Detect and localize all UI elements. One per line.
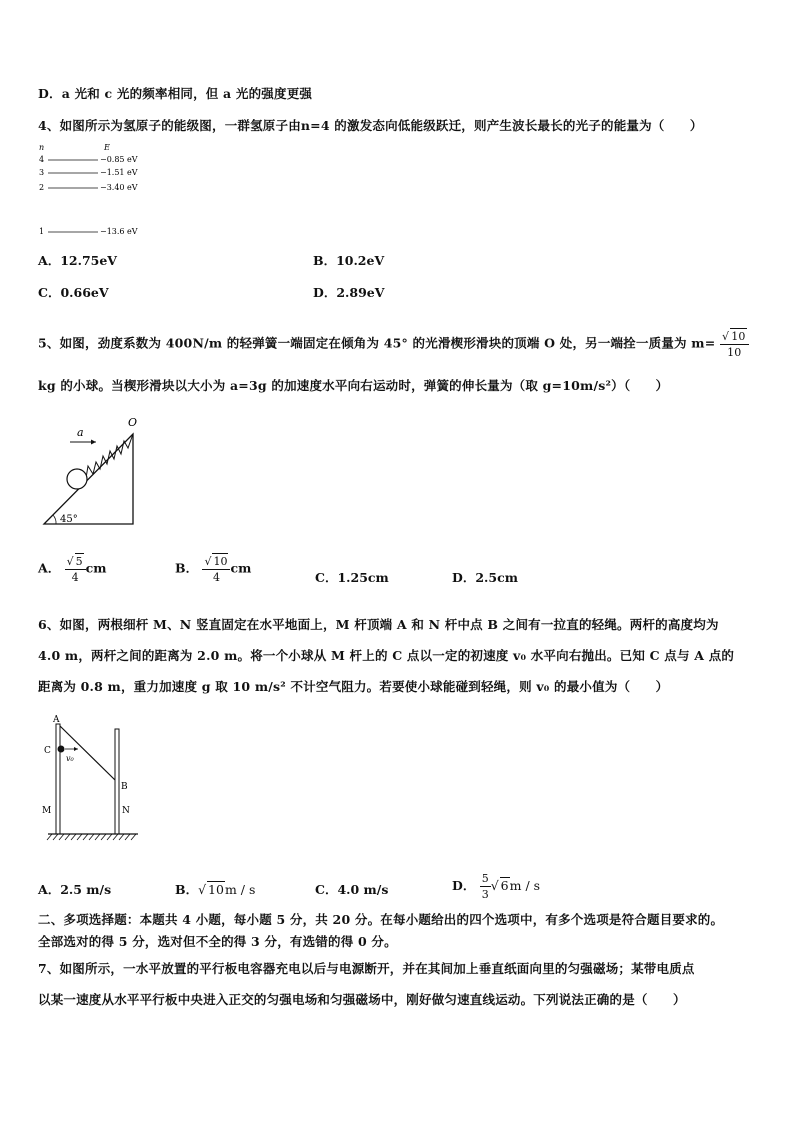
q5-option-a: A． $\frac{√ 5}{4}$ cm	[38, 555, 107, 584]
section2-heading-line2: 全部选对的得 5 分，选对但不全的得 3 分，有选错的得 0 分。	[38, 934, 397, 949]
angle-arc-icon	[53, 515, 56, 524]
level-n2-energy: −3.40 eV	[100, 183, 138, 192]
q5-mass-denominator: 10	[727, 346, 742, 359]
level-n2-label: 2	[39, 183, 45, 192]
q6-option-a: A．2.5 m/s	[38, 882, 112, 897]
q6-option-c: C．4.0 m/s	[315, 882, 389, 897]
point-a-label: A	[53, 715, 60, 725]
q4-option-b: B．10.2eV	[313, 253, 385, 268]
q7-stem-line2: 以某一速度从水平平行板中央进入正交的匀强电场和匀强磁场中，刚好做匀速直线运动。下列说法正确的是（ ）	[38, 992, 686, 1007]
level-n3-label: 3	[39, 168, 45, 177]
q3-option-d: D．a 光和 c 光的频率相同，但 a 光的强度更强	[38, 86, 313, 101]
q5-option-c: C．1.25cm	[315, 570, 389, 585]
v0-label: v₀	[66, 754, 74, 763]
q4-stem: 4、如图所示为氢原子的能级图，一群氢原子由n=4 的激发态向低能级跃迁，则产生波长最长的光子的能量为（ ）	[38, 118, 703, 133]
wedge-spring-diagram	[40, 412, 140, 530]
accel-a-label: a	[77, 426, 84, 439]
level-n1-energy: −13.6 eV	[100, 227, 138, 236]
q5-option-d: D．2.5cm	[452, 570, 518, 585]
level-n1-label: 1	[39, 227, 45, 236]
level-n4-label: 4	[39, 155, 45, 164]
energy-level-diagram	[36, 140, 176, 240]
ball-c-icon	[58, 746, 65, 753]
q4-option-a: A．12.75eV	[38, 253, 117, 268]
wedge-triangle	[44, 434, 133, 524]
q4-option-d: D．2.89eV	[313, 285, 385, 300]
e-axis-label: E	[104, 143, 110, 152]
rope-line	[60, 726, 115, 780]
q5-mass-numerator: 10	[731, 330, 746, 343]
q6-option-b: B．√ 10m / s	[175, 882, 256, 897]
rods-rope-diagram	[38, 712, 148, 846]
q4-option-c: C．0.66eV	[38, 285, 109, 300]
point-b-label: B	[121, 782, 128, 792]
q5-stem-text: 5、如图，劲度系数为 400N/m 的轻弹簧一端固定在倾角为 45° 的光滑楔形滑块的顶端 O 处，另一端拴一质量为 m=	[38, 335, 716, 351]
rod-n	[115, 729, 119, 834]
q6-option-d: D． $\frac{5}{3}$ √ 6m / s	[452, 872, 541, 901]
q6-stem-line1: 6、如图，两根细杆 M、N 竖直固定在水平地面上，M 杆顶端 A 和 N 杆中点 B 之间有一拉直的轻绳。两杆的高度均为	[38, 617, 719, 632]
section2-heading-line1: 二、多项选择题：本题共 4 小题，每小题 5 分，共 20 分。在每小题给出的四个选项中，有多个选项是符合题目要求的。	[38, 912, 724, 927]
q5-option-b: B． $\frac{√ 10}{4}$ cm	[175, 555, 252, 584]
q5-mass-fraction: $\frac{√ 10}{10}$	[720, 328, 749, 360]
ball-icon	[67, 469, 87, 489]
q5-stem-line2: kg 的小球。当楔形滑块以大小为 a=3g 的加速度水平向右运动时，弹簧的伸长量为（取 g=10m/s²）（ ）	[38, 378, 669, 393]
q5-stem-line1	[38, 328, 749, 360]
rod-m	[56, 724, 60, 834]
q6-stem-line2: 4.0 m，两杆之间的距离为 2.0 m。将一个小球从 M 杆上的 C 点以一定的初速度 v₀ 水平向右抛出。已知 C 点与 A 点的	[38, 648, 735, 663]
angle-45-label: 45°	[60, 514, 78, 525]
point-o-label: O	[128, 416, 138, 429]
level-n3-energy: −1.51 eV	[100, 168, 138, 177]
q6-stem-line3: 距离为 0.8 m，重力加速度 g 取 10 m/s² 不计空气阻力。若要使小球能碰到轻绳，则 v₀ 的最小值为（ ）	[38, 679, 669, 694]
q7-stem-line1: 7、如图所示，一水平放置的平行板电容器充电以后与电源断开，并在其间加上垂直纸面向里的匀强磁场；某带电质点	[38, 961, 695, 976]
rod-m-label: M	[42, 806, 52, 816]
level-n4-energy: −0.85 eV	[100, 155, 138, 164]
point-c-label: C	[44, 746, 51, 756]
n-axis-label: n	[39, 143, 45, 152]
rod-n-label: N	[122, 806, 130, 816]
